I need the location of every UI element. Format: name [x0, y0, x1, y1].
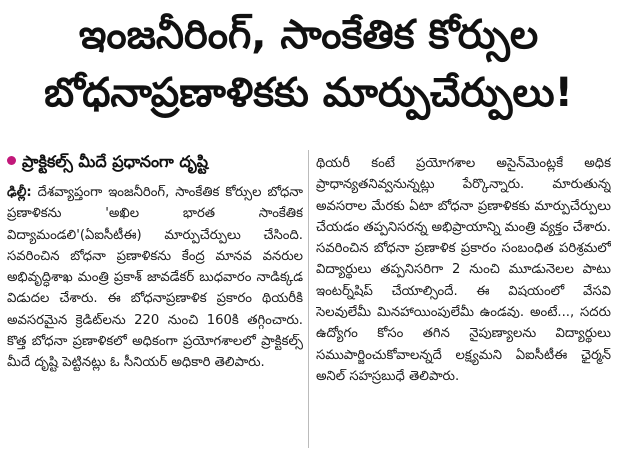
- headline-line-1: ఇంజనీరింగ్, సాంకేతిక కోర్సుల: [78, 12, 539, 58]
- headline-line-2: బోధనాప్రణాళికకు మార్పుచేర్పులు!: [44, 70, 573, 116]
- column-divider: [308, 150, 309, 448]
- left-column: [7, 150, 303, 448]
- left-column-paragraph: [7, 182, 303, 374]
- right-column: [316, 153, 611, 448]
- dateline: ఢిల్లీ:: [7, 185, 32, 200]
- right-column-body: థియరీ కంటే ప్రయోగశాల అసైన్‌మెంట్లకే అధిక ప్రాధాన్యతనివ్వనున్నట్లు పేర్కొన్నారు. మారుతున్న అవసరాల మేరకు ఏటా బోధనా ప్రణాళికకు మార్పుచేర్పులు చేయడం తప్పనిసరన్న అభిప్రాయాన్ని మంత్రి వ్యక్తం చేశారు. సవరించిన బోధనా ప్రణాళిక ప్రకారం సంబంధిత పరిశ్రమలో విద్యార్థులు తప్పనిసరిగా 2 నుంచి మూడునెలల పాటు ఇంటర్న్‌షిప్ చేయాల్సిందే. ఈ విషయంలో వేసవి సెలవులేమీ మినహాయింపులేమీ ఉండవు. అంటే..., సదరు ఉద్యోగం కోసం తగిన నైపుణ్యాలను విద్యార్థులు సముపార్జించుకోవాలన్నదే లక్ష్యమని ఏఐసీటీఈ ఛైర్మన్ అనిల్ సహస్రబుధే తెలిపారు.: [316, 156, 611, 384]
- subheading: [7, 150, 303, 174]
- headline: [0, 6, 617, 122]
- subheading-text: ప్రాక్టికల్స్ మీదే ప్రధానంగా దృష్టి: [22, 152, 209, 171]
- bullet-icon: [7, 156, 16, 165]
- left-column-body: దేశవ్యాప్తంగా ఇంజనీరింగ్, సాంకేతిక కోర్సుల బోధనా ప్రణాళికను 'అఖిల భారత సాంకేతిక విద్యామండలి'(ఏఐసీటీఈ) మార్పుచేర్పులు చేసింది. సవరించిన బోధనా ప్రణాళికను కేంద్ర మానవ వనరుల అభివృద్ధిశాఖ మంత్రి ప్రకాశ్ జావడేకర్ బుధవారం నాడిక్కడ విడుదల చేశారు. ఈ బోధనాప్రణాళిక ప్రకారం థియరీకి అవసరమైన క్రెడిట్‌లను 220 నుంచి 160కి తగ్గించారు. కొత్త బోధనా ప్రణాళికలో అధికంగా ప్రయోగశాలలో ప్రాక్టికల్స్ మీదే దృష్టి పెట్టినట్లు ఓ సీనియర్ అధికారి తెలిపారు.: [7, 185, 303, 371]
